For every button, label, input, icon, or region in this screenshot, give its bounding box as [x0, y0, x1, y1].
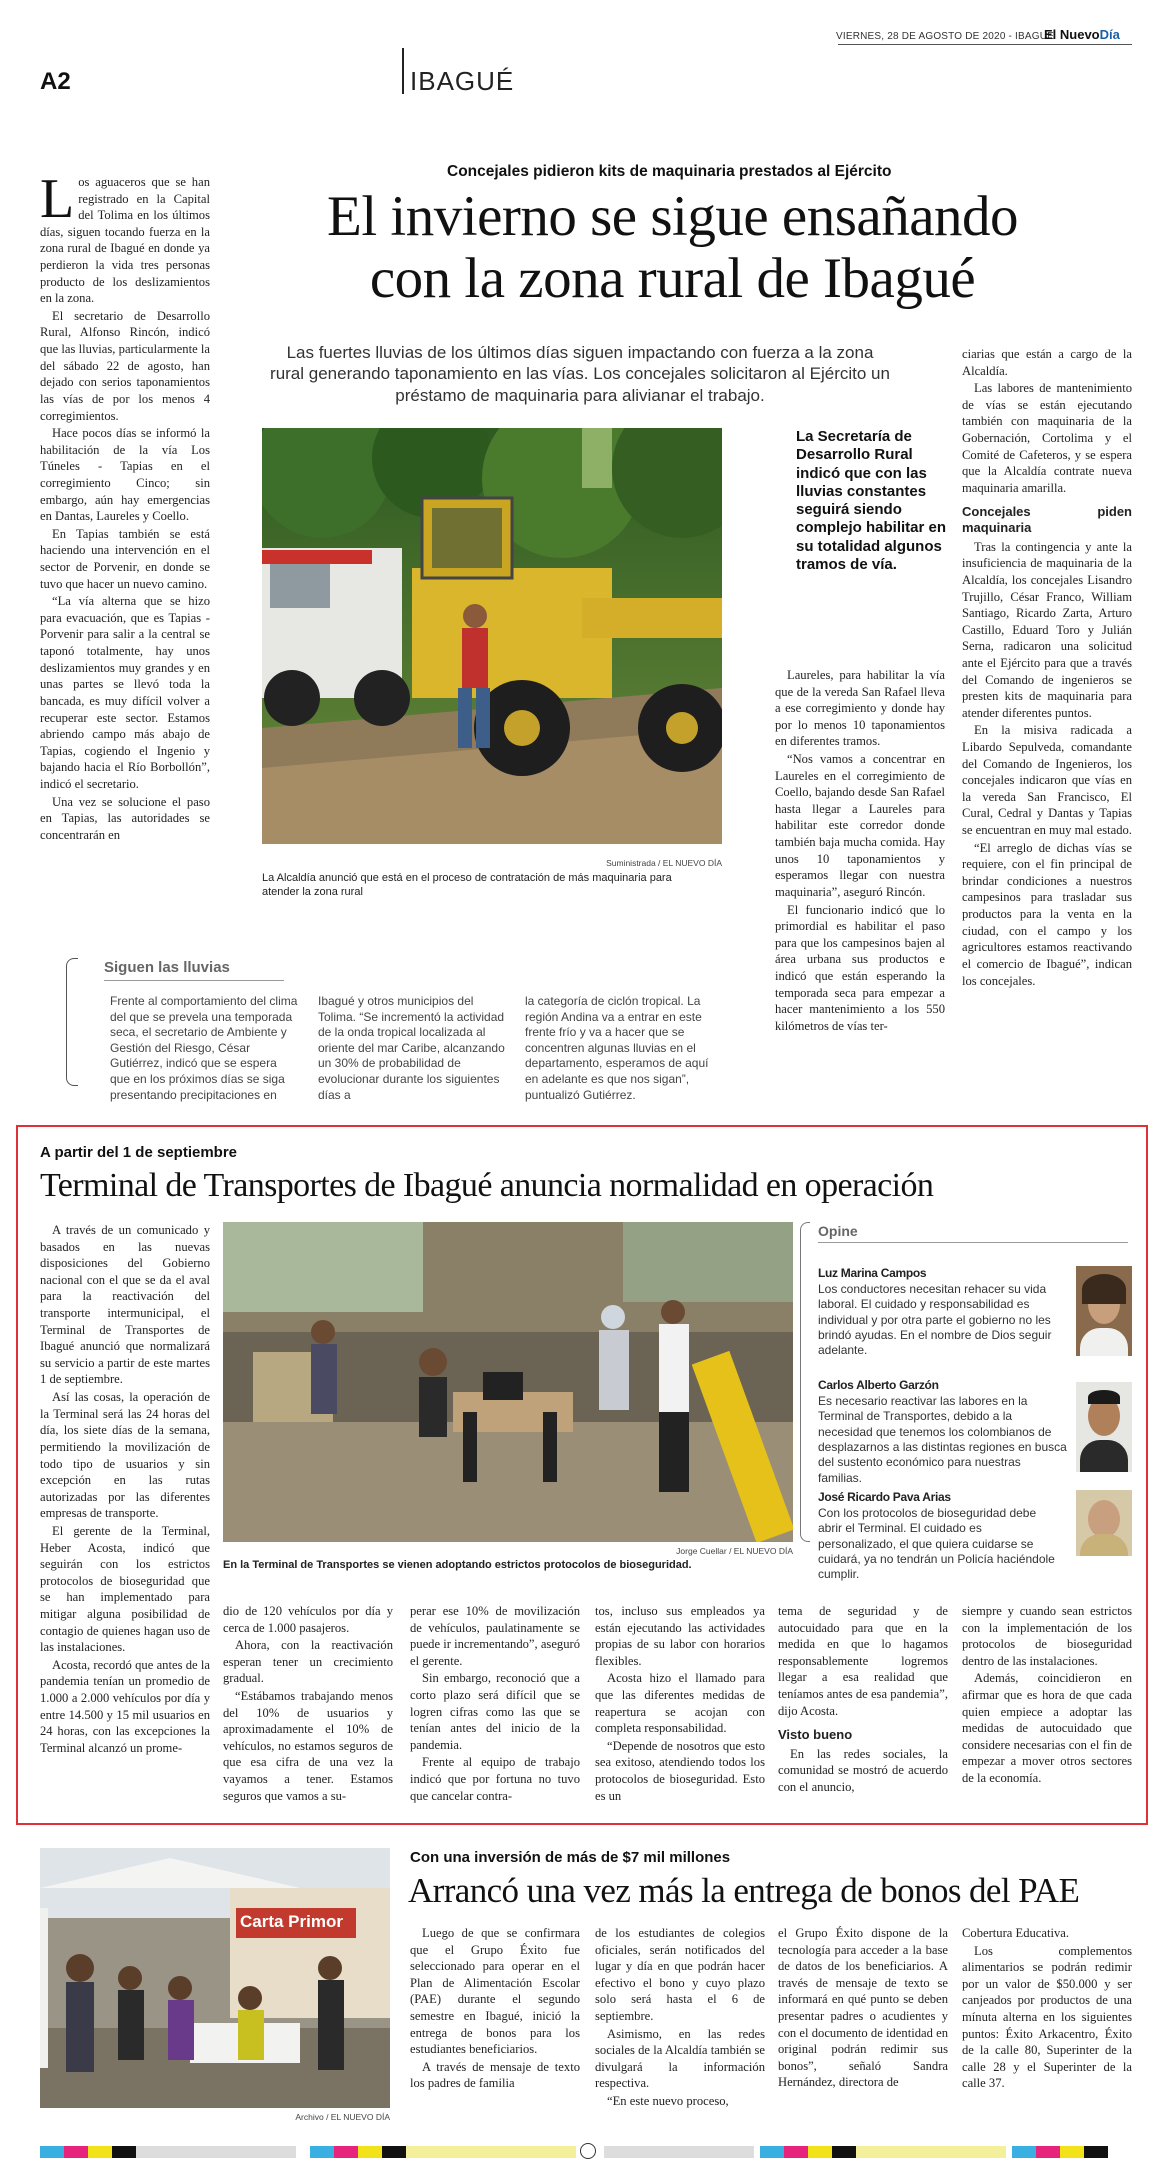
story3-column-3 [778, 1925, 948, 2092]
story3-col2-p1: de los estudiantes de colegios oficiales, serán notificados del lugar y día en que podrán hacer efectivo el bono y cuyo plazo solo será hasta el 6 de septiembre. [595, 1926, 765, 2024]
story1-col1-p5: “La vía alterna que se hizo para evacuación, que es Tapias - Porvenir para salir a la central se taponó totalmente, hay unos deslizamientos muy grandes y en unas partes se llevó toda la bancada, es muy difícil volver a recuperar este sector. Estamos abriendo campo más abajo de Tapias, cogiendo el Ingenio y bajando hacia el Río Borbollón”, indicó el secretario. [40, 594, 210, 791]
story2-col1-p1: A través de un comunicado y basados en las nuevas disposiciones del Gobierno nacional con el que se da el aval para la reactivación del transporte intermunicipal, el Terminal de Transportes de Ibagué anunció que normalizará su servicio a partir de este martes 1 de septiembre. [40, 1223, 210, 1387]
story2-col4-p3: “Depende de nosotros que esto sea exitoso, atendiendo todos los protocolos de bioseguridad. Esto es un [595, 1738, 765, 1803]
story1-col4-p2: Las labores de mantenimiento de vías se están ejecutando también con maquinaria de la Gobernación, Cortolima y el Comité de Cafeteros, y se espera que la Alcaldía contrate nueva maquinaria amarilla. [962, 381, 1132, 495]
story3-photo-credit: Archivo / EL NUEVO DÍA [295, 2112, 390, 2122]
story1-caption-line2: atender la zona rural [262, 885, 363, 898]
opine-bracket [800, 1222, 810, 1542]
brand-prefix: El Nuevo [1044, 27, 1100, 42]
story2-column-1 [40, 1222, 210, 1758]
story3-col2-p2: Asimismo, en las redes sociales de la Alcaldía también se divulgará la información respectiva. [595, 2026, 765, 2091]
story3-kicker: Con una inversión de más de $7 mil millones [410, 1849, 731, 1866]
story1-col4-p5: “El arreglo de dichas vías se requiere, con el fin principal de brindar condiciones a nuestros campesinos para trasladar sus productos para la venta en la ciudad, con el campo y los agricultores estamos reactivando el comercio de Ibagué”, indican los concejales. [962, 840, 1132, 988]
opinion-1-text: Los conductores necesitan rehacer su vida laboral. El cuidado y responsabilidad es individual y por otra parte el gobierno no les brindó ayudas. En el nombre de Dios seguir adelante. [818, 1281, 1052, 1358]
sidebar-col1-text: Frente al comportamiento del clima del que se prevela una temporada seca, el secretario de Ambiente y Gestión del Riesgo, César Gutiérrez, indicó que se espera que en los próximos días se siga presentando precipitaciones en [110, 994, 298, 1102]
sidebar-col3-text: la categoría de ciclón tropical. La región Andina va a entrar en este frente frío y va a hacer que se concentren algunas lluvias en el departamento, esperamos de aquí en adelante es que nos sigan”, puntualizó Gutiérrez. [525, 994, 709, 1102]
story2-headline: Terminal de Transportes de Ibagué anuncia normalidad en operación [40, 1167, 934, 1204]
story1-deck-line1: Las fuertes lluvias de los últimos días siguen impactando con fuerza a la zona [286, 343, 874, 362]
story1-headline [200, 186, 1145, 309]
story3-col2-p3: “En este nuevo proceso, [607, 2094, 729, 2109]
opinion-2-avatar [1076, 1382, 1132, 1472]
story2-col5-subhead: Visto bueno [778, 1727, 853, 1743]
story2-col5-p1: tema de seguridad y de autocuidado para que en la medida en que lo hagamos responsablemente logremos llegar a esa realidad que teníamos antes de esa pandemia”, dijo Acosta. [778, 1604, 948, 1718]
story2-col1-p2: Así las cosas, la operación de la Terminal será las 24 horas del día, los siete días de la semana, permitiendo la movilización de todo tipo de usuarios y sin excepción en las rutas autorizadas por las diferentes empresas de transporte. [40, 1390, 210, 1521]
story1-photo-roadwork [262, 428, 722, 844]
story1-pullquote: La Secretaría de Desarrollo Rural indicó que con las lluvias constantes seguirá siendo complejo habilitar en su totalidad algunos tramos de vía. [796, 428, 947, 574]
grader-illustration [262, 428, 722, 844]
story1-col1-p3: Hace pocos días se informó la habilitación de la vía Los Túneles - Tapias en el corregimiento Cinco; sin embargo, aún hay emergencias en Dantas, Laureles y Coello. [40, 426, 210, 524]
sidebar-col2-text: Ibagué y otros municipios del Tolima. “Se incrementó la actividad de la onda tropical localizada al oriente del mar Caribe, alcanzando un 30% de probabilidad de evolucionar durante los siguientes días a [318, 994, 505, 1102]
story1-col3-p2: “Nos vamos a concentrar en Laureles en el corregimiento de Coello, bajando desde San Rafael hasta llegar a Laureles para habilitar este corredor donde también baja mucha comida. Hay unos 10 taponamientos y esperamos llegar con nuestra maquinaria”, aseguró Rincón. [775, 752, 945, 899]
story2-col6-p2: Además, coincidieron en afirmar que es hora de que cada quien empiece a adoptar las medidas de autocuidado que considere necesarias con el fin de empezar a mover otros sectores de la economía. [962, 1671, 1132, 1786]
story2-column-2 [223, 1603, 393, 1805]
opinion-2-name: Carlos Alberto Garzón [818, 1378, 939, 1392]
story2-col4-p1: tos, incluso sus empleados ya están ejecutando las actividades propias de su labor con horarios flexibles. [595, 1604, 765, 1668]
terminal-illustration [223, 1222, 793, 1542]
story1-headline-line2: con la zona rural de Ibagué [369, 246, 976, 310]
story2-col3-p3: Frente al equipo de trabajo indicó que por fortuna no tuvo que cancelar contra- [410, 1755, 580, 1803]
story1-col3-p1: Laureles, para habilitar la vía que de la vereda San Rafael lleva a ese corregimiento y donde hay por lo menos 10 taponamientos en diferentes tramos. [775, 668, 945, 749]
story3-column-1 [410, 1925, 580, 2093]
story1-column-1 [40, 168, 210, 844]
story1-col1-p1: os aguaceros que se han registrado en la Capital del Tolima en los últimos días, siguen tocando fuerza en la zona rural de Ibagué en donde ya perdieron la vida tres personas producto de los deslizamientos en la zona. [40, 175, 210, 306]
opinion-1-name: Luz Marina Campos [818, 1266, 927, 1280]
story1-photo-credit: Suministrada / EL NUEVO DÍA [606, 858, 722, 868]
pae-illustration [40, 1848, 390, 2108]
story2-photo-terminal [223, 1222, 793, 1542]
brand-suffix: Día [1099, 27, 1120, 42]
story2-kicker: A partir del 1 de septiembre [40, 1144, 238, 1161]
story2-col2-p2: Ahora, con la reactivación esperan tener un crecimiento gradual. [223, 1638, 393, 1686]
story2-col1-p4: Acosta, recordó que antes de la pandemia tenían un promedio de 1.000 a 2.000 vehículos por día y entre 14.500 y 15 mil usuarios en 24 horas, con las excepciones la Terminal alcanzó un prome- [40, 1657, 210, 1755]
story3-col1-p1: Luego de que se confirmara que el Grupo Éxito fue seleccionado para operar en el Plan de Alimentación Escolar (PAE) durante el segundo semestre en Ibagué, inició la entrega de bonos para los estudiantes beneficiarios. [410, 1926, 580, 2057]
story1-col1-p4: En Tapias también se está haciendo una intervención en el sector de Porvenir, en donde se tuvo que hacer un nuevo camino. [40, 526, 210, 591]
story2-col6-p1: siempre y cuando sean estrictos con la implementación de los protocolos de bioseguridad dentro de las instalaciones. [962, 1604, 1132, 1668]
story2-column-4 [595, 1603, 765, 1805]
story2-column-3 [410, 1603, 580, 1805]
story2-col1-p3: El gerente de la Terminal, Heber Acosta, indicó que seguirán con los estrictos protocolos de bioseguridad que se han implementado para mitigar alguna posibilidad de contagio de quienes hagan uso de las instalaciones. [40, 1523, 210, 1655]
story2-column-6 [962, 1603, 1132, 1788]
opinion-3-name: José Ricardo Pava Arias [818, 1490, 951, 1504]
header-rule [838, 44, 1132, 45]
story1-col4-subhead: Concejales piden maquinaria [962, 504, 1132, 536]
story2-column-5 [778, 1603, 948, 1797]
opinion-1-avatar [1076, 1266, 1132, 1356]
header-brand [1044, 26, 1120, 43]
sidebar-bracket [66, 958, 78, 1086]
story3-col3-p1: el Grupo Éxito dispone de la tecnología para acceder a la base de datos de los beneficiarios. A través de mensaje de texto se informará en qué punto se deben presentar padres o acudientes y con el documento de identidad en original podrán redimir sus bonos”, señaló Sandra Hernández, directora de [778, 1926, 948, 2090]
story2-col2-p1: dio de 120 vehículos por día y cerca de 1.000 pasajeros. [223, 1604, 393, 1635]
story2-photo-credit: Jorge Cuellar / EL NUEVO DÍA [676, 1546, 793, 1556]
story3-col4-p2: Los complementos alimentarios se podrán redimir por un valor de $50.000 y ser canjeados por productos de una mínuta alterna en los siguientes puntos: Éxito Arkacentro, Éxito de la calle 80, Superinter de la calle 28 y el Superinter de la calle 37. [962, 1943, 1132, 2091]
pae-banner-text: Carta Primor [240, 1912, 343, 1931]
print-color-bar [40, 2146, 1132, 2158]
section-divider [402, 48, 404, 94]
story2-col4-p2: Acosta hizo el llamado para que las diferentes medidas de reapertura se acojan con completa responsabilidad. [595, 1671, 765, 1736]
story1-dropcap: L [40, 168, 75, 230]
story2-col2-p3: “Estábamos trabajando menos del 10% de usuarios y aproximadamente el 10% de vehículos, no estamos seguros de que esa cifra de una vez la vayamos a tener. Estamos seguros que vamos a su- [223, 1689, 393, 1803]
opine-title-rule [818, 1242, 1128, 1243]
sidebar-title: Siguen las lluvias [104, 959, 230, 976]
opinion-2-text: Es necesario reactivar las labores en la Terminal de Transportes, debido a la necesidad que tenemos los colombianos de desplazarnos a las distintas regiones en busca del sustento económico para nuestras familias. [818, 1393, 1067, 1485]
story1-column-4 [962, 346, 1132, 990]
story3-column-2 [595, 1925, 765, 2111]
story2-photo-caption: En la Terminal de Transportes se vienen adoptando estrictos protocolos de bioseguridad. [223, 1559, 692, 1571]
opinion-3-avatar [1076, 1490, 1132, 1556]
story2-col5-p2: En las redes sociales, la comunidad se mostró de acuerdo con el anuncio, [778, 1746, 948, 1795]
opinion-3-text: Con los protocolos de bioseguridad debe abrir el Terminal. El cuidado es personalizado, el que quiera cuidarse se cuidará, ya no tendrán un Policía haciéndole cumplir. [818, 1505, 1055, 1582]
registration-mark-icon [580, 2143, 596, 2159]
story1-col1-p2: El secretario de Desarrollo Rural, Alfonso Rincón, indicó que las lluvias, particularmente la del sábado 22 de agosto, han dejado con serios taponamientos las vías de por los menos 4 corregimientos. [40, 308, 210, 423]
story1-deck-line3: préstamo de maquinaria para alivianar el trabajo. [395, 385, 765, 405]
story1-col4-p3: Tras la contingencia y ante la insuficiencia de maquinaria de la Alcaldía, los concejales Lisandro Trujillo, César Franco, William Santiago, Ricardo Zarta, Arturo Castillo, Eduard Toro y Julián Serna, radicaron una solicitud ante el Ejército para que a través del Comando de ingenieros se presten kits de maquinaria para atender diferentes puntos. [962, 539, 1132, 720]
page-number: A2 [40, 68, 71, 95]
story1-kicker: Concejales pidieron kits de maquinaria prestados al Ejército [447, 163, 892, 180]
story3-col1-p2: A través de mensaje de texto los padres de familia [410, 2059, 580, 2091]
sidebar-title-rule [104, 980, 284, 981]
sidebar-column-3 [525, 994, 715, 1103]
sidebar-column-1 [110, 994, 300, 1103]
section-title: IBAGUÉ [410, 66, 515, 96]
story3-column-4 [962, 1925, 1132, 2093]
story1-caption-line1: La Alcaldía anunció que está en el proceso de contratación de más maquinaria para [262, 872, 672, 884]
story3-headline: Arrancó una vez más la entrega de bonos del PAE [408, 1871, 1080, 1910]
story1-col4-p4: En la misiva radicada a Libardo Sepulveda, comandante del Comando de Ingenieros, los concejales indicaron que vías en la vereda San Francisco, El Cural, Cedral y Dantas y Tapias se encuentran en muy mal estado. [962, 723, 1132, 838]
opine-title: Opine [818, 1223, 858, 1239]
story2-col3-p1: perar ese 10% de movilización de vehículos, paulatinamente se puede ir incrementando”, aseguró el gerente. [410, 1604, 580, 1668]
story3-photo-pae [40, 1848, 390, 2108]
story1-deck [240, 342, 920, 406]
story1-photo-caption [262, 872, 722, 900]
story3-col4-p1: Cobertura Educativa. [962, 1926, 1070, 1940]
header-date: VIERNES, 28 DE AGOSTO DE 2020 - IBAGUÉ [836, 31, 1055, 42]
story2-col3-p2: Sin embargo, reconoció que a corto plazo será difícil que se logren cifras como las que se tenían antes del inicio de la pandemia. [410, 1671, 580, 1752]
story1-deck-line2: rural generando taponamiento en las vías. Los concejales solicitaron al Ejército un [270, 364, 890, 384]
story1-col1-p6: Una vez se solucione el paso en Tapias, las autoridades se concentrarán en [40, 794, 210, 842]
sidebar-column-2 [318, 994, 508, 1103]
story1-headline-line1: El invierno se sigue ensañando [327, 185, 1018, 248]
story1-col3-p3: El funcionario indicó que lo primordial es habilitar el paso para que los campesinos bajen al área urbana sus productos e indicó que están esperando la temporada seca para empezar a hacer mantenimiento a los 550 kilómetros de vías ter- [775, 902, 945, 1033]
story1-column-3 [775, 667, 945, 1035]
story1-col4-p1: ciarias que están a cargo de la Alcaldía. [962, 347, 1132, 378]
